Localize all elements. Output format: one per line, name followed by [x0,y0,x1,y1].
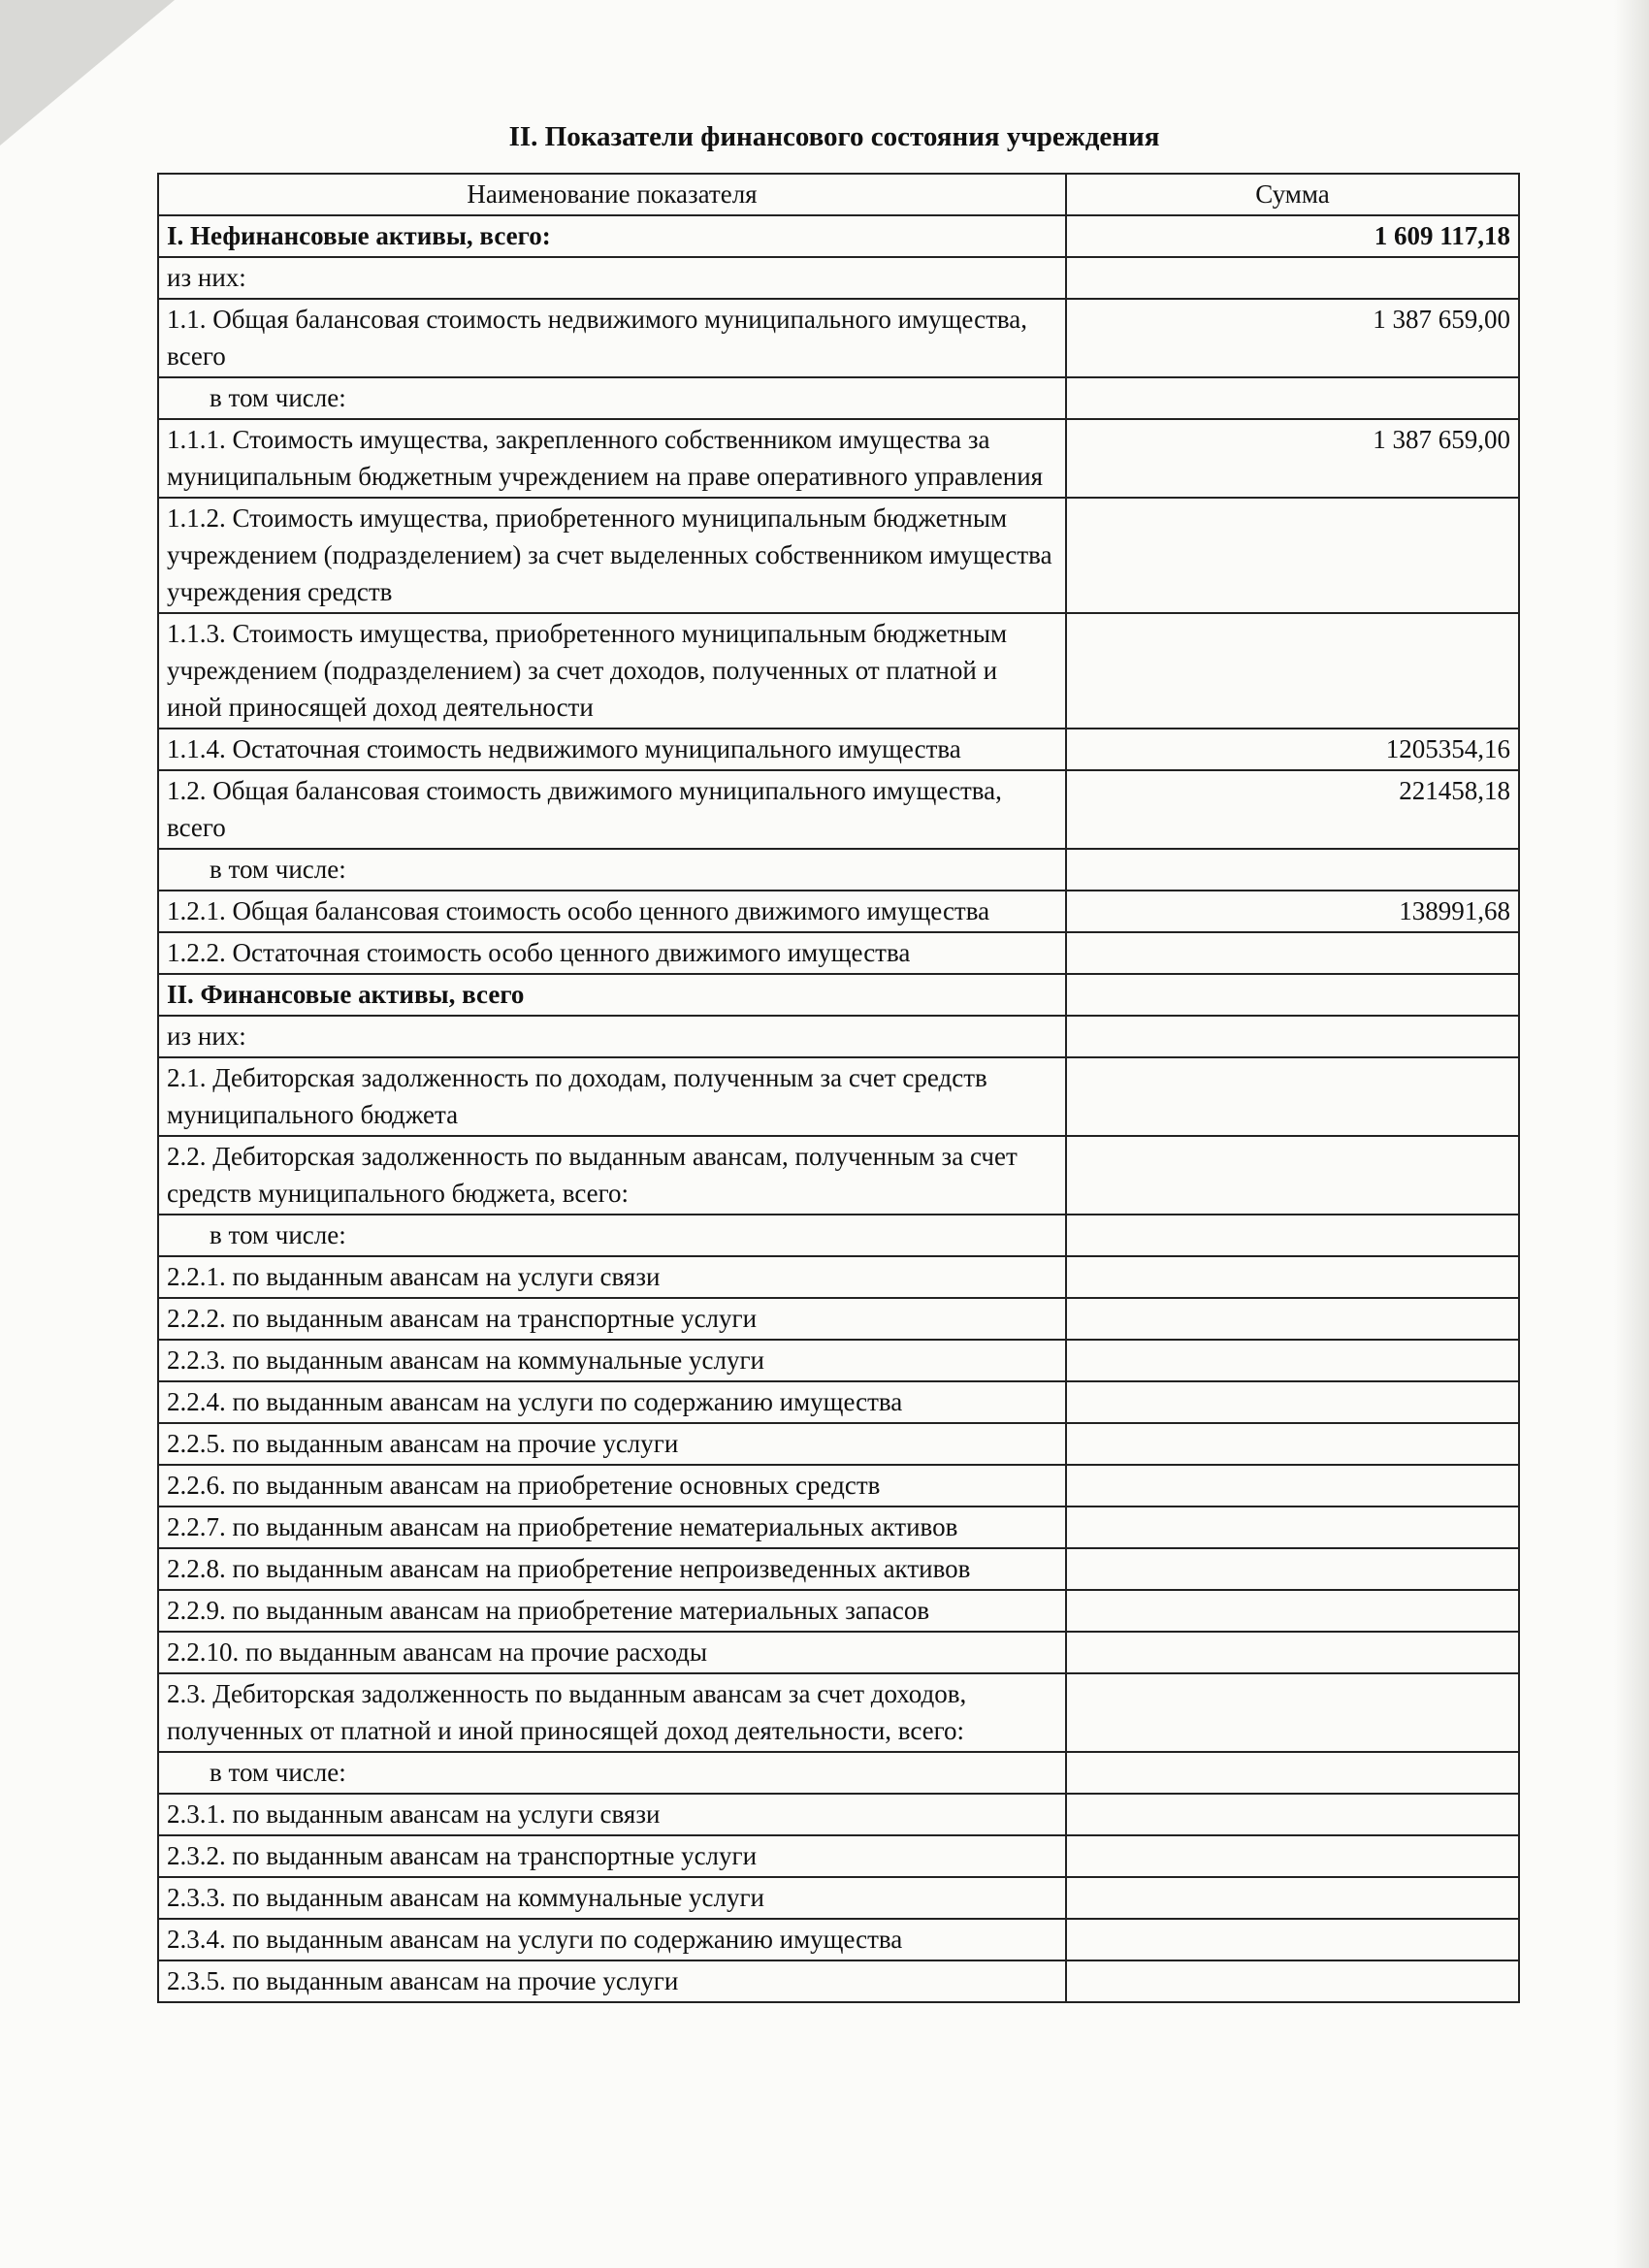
table-row [158,1465,1519,1507]
indicator-name: 2.3.2. по выданным авансам на транспортные услуги [158,1835,1066,1877]
indicator-sum [1066,974,1519,1016]
table-row [158,891,1519,932]
indicator-name: 2.2.7. по выданным авансам на приобретение нематериальных активов [158,1507,1066,1548]
indicator-sum [1066,1507,1519,1548]
indicator-sum [1066,1877,1519,1919]
indicator-sum: 1205354,16 [1066,729,1519,770]
indicator-name: 2.2.4. по выданным авансам на услуги по содержанию имущества [158,1381,1066,1423]
indicator-name: в том числе: [158,1752,1066,1794]
table-row [158,770,1519,849]
table-row [158,613,1519,729]
indicator-sum [1066,257,1519,299]
indicator-name: в том числе: [158,849,1066,891]
indicator-name: 2.2.9. по выданным авансам на приобретение материальных запасов [158,1590,1066,1632]
table-row [158,1423,1519,1465]
folded-corner [0,0,175,146]
table-row [158,498,1519,613]
indicator-sum [1066,932,1519,974]
indicator-sum [1066,498,1519,613]
indicator-name: 2.3.1. по выданным авансам на услуги связи [158,1794,1066,1835]
table-row [158,1298,1519,1340]
indicator-sum: 1 387 659,00 [1066,419,1519,498]
table-row [158,849,1519,891]
indicator-name: 2.2.2. по выданным авансам на транспортные услуги [158,1298,1066,1340]
table-row [158,1673,1519,1752]
section-title: II. Показатели финансового состояния учреждения [508,121,1160,152]
table-row [158,1548,1519,1590]
table-row [158,1835,1519,1877]
indicator-sum [1066,1835,1519,1877]
table-row [158,1215,1519,1256]
indicator-name: 2.2. Дебиторская задолженность по выданным авансам, полученным за счет средств муниципального бюджета, всего: [158,1136,1066,1215]
table-row [158,299,1519,377]
indicator-sum [1066,1919,1519,1960]
indicator-sum [1066,1423,1519,1465]
indicator-sum [1066,1381,1519,1423]
indicator-name: 2.3.4. по выданным авансам на услуги по содержанию имущества [158,1919,1066,1960]
indicator-sum [1066,849,1519,891]
table-row [158,1877,1519,1919]
indicator-sum [1066,1215,1519,1256]
table-row [158,1016,1519,1057]
indicator-name: в том числе: [158,1215,1066,1256]
indicator-name: 2.2.1. по выданным авансам на услуги связи [158,1256,1066,1298]
indicator-name: 2.2.6. по выданным авансам на приобретение основных средств [158,1465,1066,1507]
indicator-name: 1.2. Общая балансовая стоимость движимого муниципального имущества, всего [158,770,1066,849]
table-row [158,377,1519,419]
indicator-sum [1066,1256,1519,1298]
indicator-name: 1.1. Общая балансовая стоимость недвижимого муниципального имущества, всего [158,299,1066,377]
indicator-sum [1066,1465,1519,1507]
indicator-name: 1.1.2. Стоимость имущества, приобретенного муниципальным бюджетным учреждением (подразделением) за счет выделенных собственником имущества учреждения средств [158,498,1066,613]
indicator-sum [1066,1673,1519,1752]
table-row [158,1794,1519,1835]
indicator-name: 1.1.1. Стоимость имущества, закрепленного собственником имущества за муниципальным бюджетным учреждением на праве оперативного управления [158,419,1066,498]
indicator-sum [1066,1136,1519,1215]
table-row [158,974,1519,1016]
table-row [158,1136,1519,1215]
indicator-sum: 1 387 659,00 [1066,299,1519,377]
indicator-sum [1066,377,1519,419]
indicator-name: 2.2.5. по выданным авансам на прочие услуги [158,1423,1066,1465]
indicator-name: из них: [158,1016,1066,1057]
indicator-name: 1.2.1. Общая балансовая стоимость особо ценного движимого имущества [158,891,1066,932]
indicator-name: 1.1.3. Стоимость имущества, приобретенного муниципальным бюджетным учреждением (подразделением) за счет доходов, полученных от платной и иной приносящей доход деятельности [158,613,1066,729]
header-sum: Сумма [1066,174,1519,215]
indicator-sum [1066,1794,1519,1835]
indicator-sum [1066,613,1519,729]
table-row [158,215,1519,257]
indicator-sum [1066,1057,1519,1136]
indicator-name: из них: [158,257,1066,299]
indicator-name: 2.2.8. по выданным авансам на приобретение непроизведенных активов [158,1548,1066,1590]
table-row [158,257,1519,299]
table-row [158,419,1519,498]
indicator-name: 2.3. Дебиторская задолженность по выданным авансам за счет доходов, полученных от платной и иной приносящей доход деятельности, всего: [158,1673,1066,1752]
table-row [158,1919,1519,1960]
indicator-name: 2.1. Дебиторская задолженность по доходам, полученным за счет средств муниципального бюджета [158,1057,1066,1136]
indicator-name: I. Нефинансовые активы, всего: [158,215,1066,257]
indicator-name: 1.2.2. Остаточная стоимость особо ценного движимого имущества [158,932,1066,974]
indicator-sum [1066,1590,1519,1632]
table-row [158,1590,1519,1632]
indicator-name: 2.2.10. по выданным авансам на прочие расходы [158,1632,1066,1673]
indicator-name: 1.1.4. Остаточная стоимость недвижимого муниципального имущества [158,729,1066,770]
indicator-sum [1066,1548,1519,1590]
indicator-sum [1066,1632,1519,1673]
table-row [158,1381,1519,1423]
header-name: Наименование показателя [158,174,1066,215]
indicator-sum: 138991,68 [1066,891,1519,932]
table-row [158,1340,1519,1381]
page-edge-shadow [1614,0,1649,2268]
table-header-row [158,174,1519,215]
table-row [158,932,1519,974]
indicator-sum [1066,1340,1519,1381]
indicator-sum: 1 609 117,18 [1066,215,1519,257]
indicator-sum [1066,1016,1519,1057]
table-row [158,1507,1519,1548]
table-row [158,1632,1519,1673]
indicator-name: 2.2.3. по выданным авансам на коммунальные услуги [158,1340,1066,1381]
table-row [158,729,1519,770]
indicator-sum [1066,1752,1519,1794]
indicator-sum [1066,1298,1519,1340]
table-row [158,1256,1519,1298]
indicator-sum: 221458,18 [1066,770,1519,849]
table-row [158,1960,1519,2002]
indicator-name: II. Финансовые активы, всего [158,974,1066,1016]
table-row [158,1752,1519,1794]
indicator-name: 2.3.3. по выданным авансам на коммунальные услуги [158,1877,1066,1919]
indicator-sum [1066,1960,1519,2002]
financial-indicators-table [157,173,1520,2003]
indicator-name: 2.3.5. по выданным авансам на прочие услуги [158,1960,1066,2002]
table-row [158,1057,1519,1136]
indicator-name: в том числе: [158,377,1066,419]
